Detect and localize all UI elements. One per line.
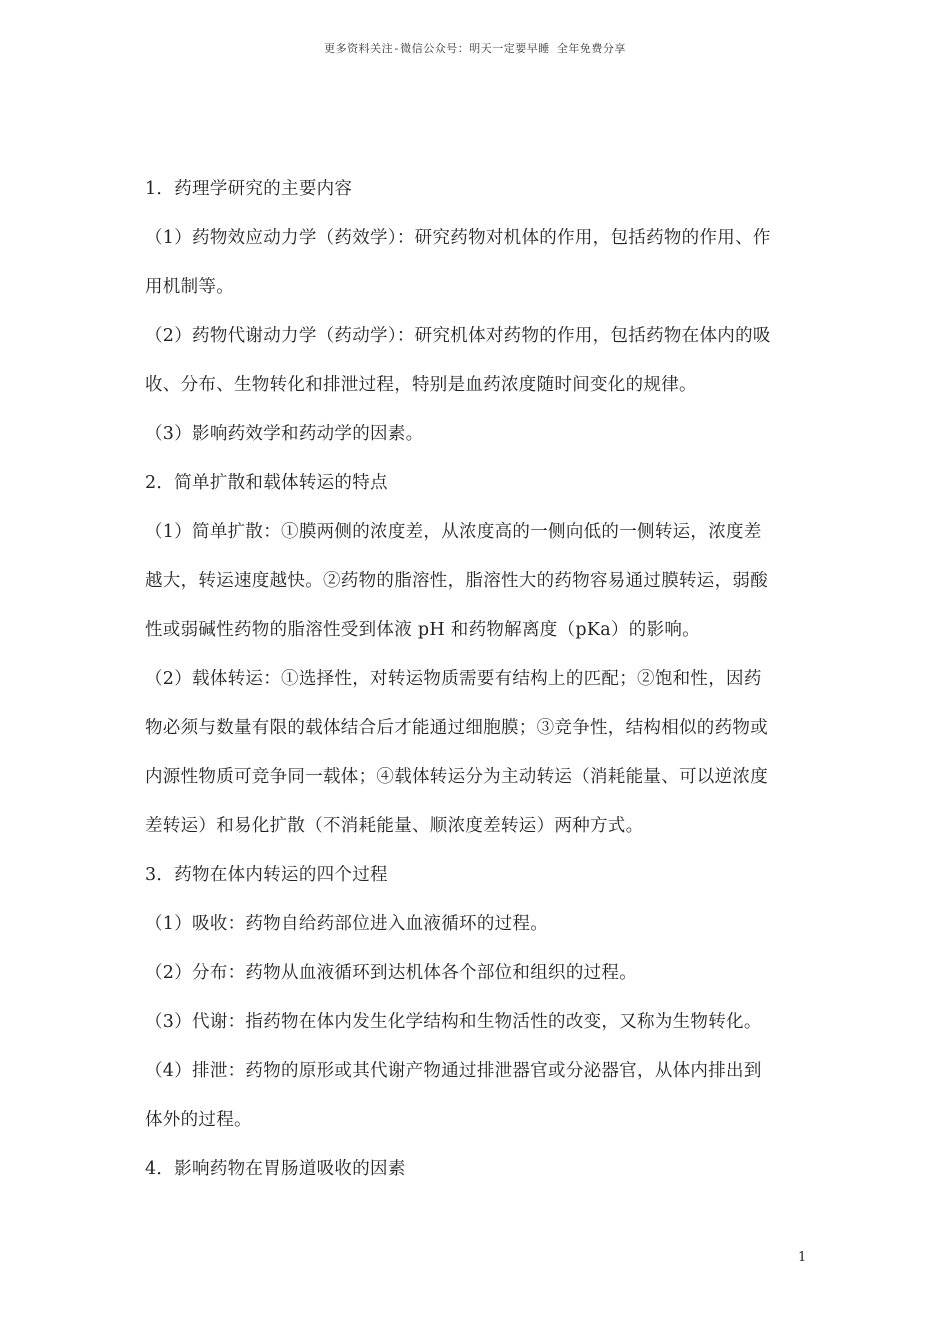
paragraph-line: （2）载体转运：①选择性，对转运物质需要有结构上的匹配；②饱和性，因药 [145, 669, 762, 689]
section-heading-4: 4．影响药物在胃肠道吸收的因素 [145, 1159, 406, 1179]
document-body [145, 177, 810, 1206]
paragraph-line: （4）排泄：药物的原形或其代谢产物通过排泄器官或分泌器官，从体内排出到 [145, 1061, 762, 1081]
page-number: 1 [798, 1250, 807, 1265]
paragraph-line: （1）药物效应动力学（药效学）：研究药物对机体的作用，包括药物的作用、作 [145, 228, 771, 248]
paragraph-line: 差转运）和易化扩散（不消耗能量、顺浓度差转运）两种方式。 [145, 816, 644, 836]
paragraph-line: 内源性物质可竞争同一载体；④载体转运分为主动转运（消耗能量、可以逆浓度 [145, 767, 768, 787]
section-heading-1: 1．药理学研究的主要内容 [145, 179, 353, 199]
section-heading-2: 2．简单扩散和载体转运的特点 [145, 473, 388, 493]
paragraph-line: （1）简单扩散：①膜两侧的浓度差，从浓度高的一侧向低的一侧转运，浓度差 [145, 522, 762, 542]
section-heading-3: 3．药物在体内转运的四个过程 [145, 865, 388, 885]
paragraph-line: （2）药物代谢动力学（药动学）：研究机体对药物的作用，包括药物在体内的吸 [145, 326, 771, 346]
paragraph-line: （3）代谢：指药物在体内发生化学结构和生物活性的改变，又称为生物转化。 [145, 1012, 762, 1032]
page-header-notice: 更多资料关注-微信公众号：明天一定要早睡 全年免费分享 [324, 42, 626, 55]
paragraph-line: 越大，转运速度越快。②药物的脂溶性，脂溶性大的药物容易通过膜转运，弱酸 [145, 571, 768, 591]
paragraph-line: （3）影响药效学和药动学的因素。 [145, 424, 424, 444]
paragraph-line: 性或弱碱性药物的脂溶性受到体液 pH 和药物解离度（pKa）的影响。 [145, 620, 700, 640]
paragraph-line: 物必须与数量有限的载体结合后才能通过细胞膜；③竞争性，结构相似的药物或 [145, 718, 768, 738]
paragraph-line: （2）分布：药物从血液循环到达机体各个部位和组织的过程。 [145, 963, 638, 983]
paragraph-line: （1）吸收：药物自给药部位进入血液循环的过程。 [145, 914, 549, 934]
paragraph-line: 体外的过程。 [145, 1110, 252, 1130]
paragraph-line: 用机制等。 [145, 277, 234, 297]
paragraph-line: 收、分布、生物转化和排泄过程，特别是血药浓度随时间变化的规律。 [145, 375, 697, 395]
